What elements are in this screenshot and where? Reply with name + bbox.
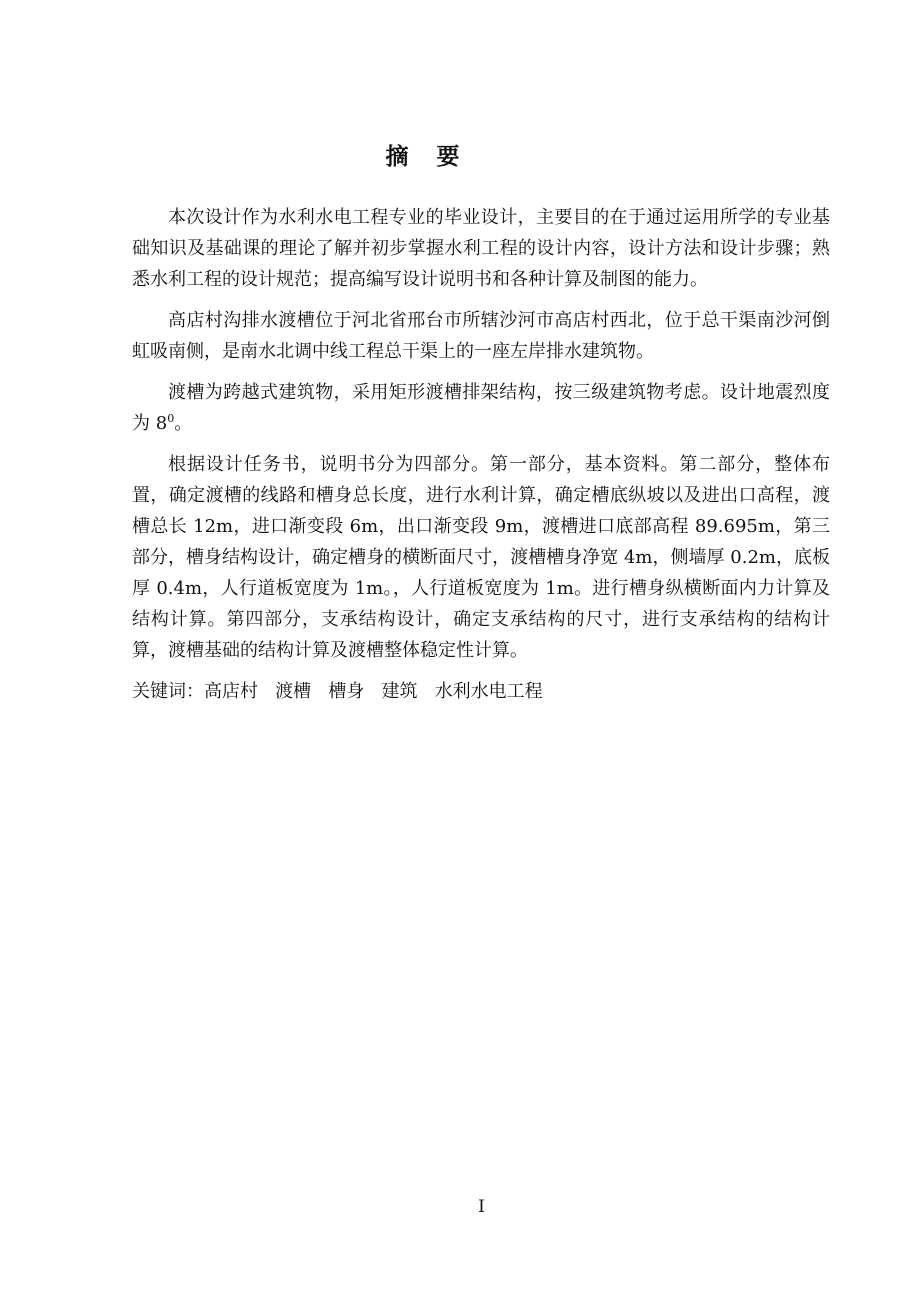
keywords-line: [132, 676, 830, 707]
page-number: I: [478, 1197, 485, 1217]
keyword-item: 建筑: [381, 681, 418, 702]
keyword-item: 水利水电工程: [434, 681, 543, 702]
abstract-paragraph-3: [132, 377, 830, 439]
keywords-label: 关键词：: [132, 681, 204, 702]
seismic-suffix: 。: [174, 413, 193, 434]
abstract-body: [132, 202, 830, 707]
abstract-paragraph-4: 根据设计任务书，说明书分为四部分。第一部分，基本资料。第二部分，整体布置，确定渡槽的线路和槽身总长度，进行水利计算，确定槽底纵坡以及进出口高程，渡槽总长 12m，进口渐变段 6m，出口渐变段 9m，渡槽进口底部高程 89.695m，第三部分，槽身结构设计，确定槽身的横断面尺寸，渡槽槽身净宽 4m，侧墙厚 0.2m，底板厚 0.4m，人行道板宽度为 1m。，人行道板宽度为 1m。进行槽身纵横断面内力计算及结构计算。第四部分，支承结构设计，确定支承结构的尺寸，进行支承结构的结构计算，渡槽基础的结构计算及渡槽整体稳定性计算。: [132, 454, 830, 661]
degree-superscript: 0: [167, 412, 175, 425]
keyword-item: 渡槽: [275, 681, 312, 702]
abstract-paragraph-2: 高店村沟排水渡槽位于河北省邢台市所辖沙河市高店村西北，位于总干渠南沙河倒虹吸南侧，是南水北调中线工程总干渠上的一座左岸排水建筑物。: [132, 310, 830, 362]
keyword-item: 槽身: [328, 681, 365, 702]
seismic-text: 渡槽为跨越式建筑物，采用矩形渡槽排架结构，按三级建筑物考虑。设计地震烈度为 8: [132, 382, 830, 434]
abstract-paragraph-1: 本次设计作为水利水电工程专业的毕业设计，主要目的在于通过运用所学的专业基础知识及基础课的理论了解并初步掌握水利工程的设计内容，设计方法和设计步骤；熟悉水利工程的设计规范；提高编写设计说明书和各种计算及制图的能力。: [132, 207, 830, 290]
keyword-item: 高店村: [204, 681, 258, 702]
page-title: 摘 要: [385, 144, 470, 170]
